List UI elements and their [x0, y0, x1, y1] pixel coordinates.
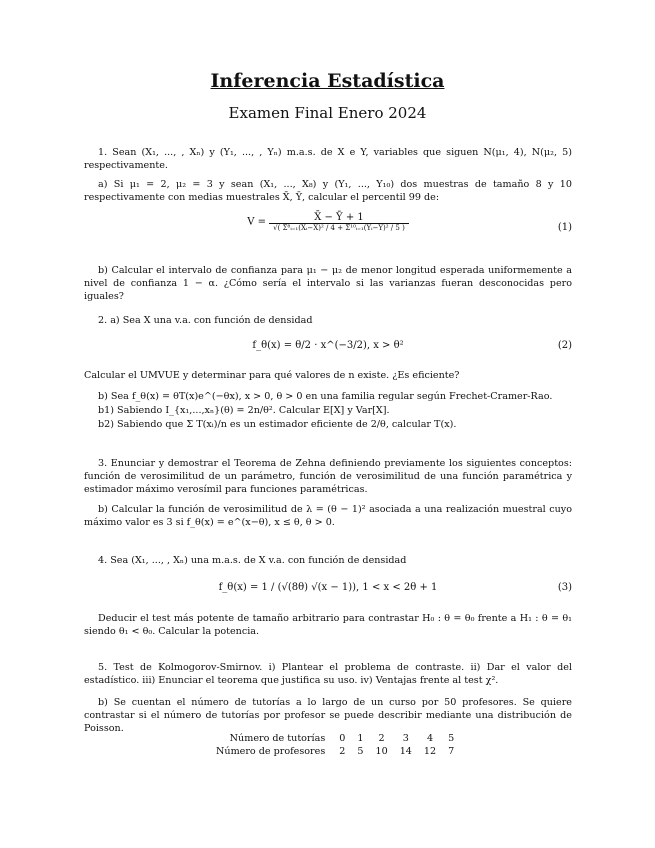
eq3-body: f_θ(x) = 1 / (√(8θ) √(x − 1)), 1 < x < 2θ + 1	[218, 582, 438, 593]
q1-intro: 1. Sean (X₁, ..., , Xₙ) y (Y₁, ..., , Yₙ) m.a.s. de X e Y, variables que siguen N(μ₁, 4), N(μ₂, 5) respectivamente.	[84, 147, 572, 171]
q1-a: a) Si μ₁ = 2, μ₂ = 3 y sean (X₁, ..., X₈) y (Y₁, ..., Y₁₀) dos muestras de tamaño 8 y 10 respectivamente con medias muestrales X̄, Ȳ, calcular el percentil 99 de:	[84, 179, 572, 203]
q2-b: b) Sea f_θ(x) = θT(x)e^(−θx), x > 0, θ > 0 en una familia regular según Frechet-Cramer-Rao.	[98, 391, 553, 402]
table-cell: 5	[448, 733, 455, 744]
tutorias-table	[210, 732, 460, 758]
table-row-label: Número de tutorías	[229, 733, 326, 744]
q5-a: 5. Test de Kolmogorov-Smirnov. i) Plantear el problema de contraste. ii) Dar el valor del estadístico. iii) Enunciar el teorema que justifica su uso. iv) Ventajas frente al test χ².	[84, 662, 572, 686]
table-cell: 5	[357, 746, 364, 757]
q1-b: b) Calcular el intervalo de confianza para μ₁ − μ₂ de menor longitud esperada uniformemente a nivel de confianza 1 − α. ¿Cómo sería el intervalo si las varianzas fueran desconocidas pero iguales?	[84, 265, 572, 302]
eq1-denominator: √( Σ⁸ᵢ₌₁(Xᵢ−X̄)² / 4 + Σ¹⁰ᵢ₌₁(Yᵢ−Ȳ)² / 5 )	[273, 224, 405, 232]
eq1-fraction	[269, 212, 409, 232]
table-row	[210, 732, 460, 745]
eq2-body: f_θ(x) = θ/2 · x^(−3/2), x > θ²	[252, 340, 404, 351]
q2-b2: b2) Sabiendo que Σ T(xᵢ)/n es un estimador eficiente de 2/θ, calcular T(x).	[98, 419, 457, 430]
table-cell: 12	[423, 746, 437, 757]
table-row	[210, 745, 460, 758]
q3-a: 3. Enunciar y demostrar el Teorema de Zehna definiendo previamente los siguientes conceptos: función de verosimilitud de un parámetro, función de verosimilitud de una función paramétrica y estimador máximo verosímil para funciones paramétricas.	[84, 458, 572, 495]
eq2-label: (2)	[557, 340, 572, 351]
eq3-label: (3)	[557, 582, 572, 593]
table-cell: 14	[399, 746, 412, 757]
eq1-lhs: V =	[247, 216, 266, 228]
page-subtitle: Examen Final Enero 2024	[228, 104, 427, 122]
table-cell: 1	[357, 733, 364, 744]
table-cell: 4	[426, 733, 434, 744]
page-title: Inferencia Estadística	[210, 70, 445, 92]
q2-b1: b1) Sabiendo I_{x₁,...,xₙ}(θ) = 2n/θ². Calcular E[X] y Var[X].	[98, 405, 390, 416]
table-cell: 2	[339, 746, 346, 757]
equation-3	[84, 582, 572, 602]
q2-after: Calcular el UMVUE y determinar para qué valores de n existe. ¿Es eficiente?	[84, 370, 460, 381]
table-cell: 0	[339, 733, 346, 744]
table-cell: 7	[448, 746, 455, 757]
eq1-label: (1)	[557, 222, 572, 233]
q4-after: Deducir el test más potente de tamaño arbitrario para contrastar H₀ : θ = θ₀ frente a H₁ : θ = θ₁ siendo θ₁ < θ₀. Calcular la potencia.	[84, 613, 572, 637]
eq1-numerator: X̄ − Ȳ + 1	[269, 212, 409, 224]
q5-b: b) Se cuentan el número de tutorías a lo largo de un curso por 50 profesores. Se quiere contrastar si el número de tutorías por profesor se puede describir mediante una distribución de Poisson.	[84, 697, 572, 734]
table-row-label: Número de profesores	[216, 746, 326, 757]
table-cell: 3	[402, 733, 409, 744]
q2-a: 2. a) Sea X una v.a. con función de densidad	[98, 315, 313, 326]
q3-b: b) Calcular la función de verosimilitud de λ = (θ − 1)² asociada a una realización muestral cuyo máximo valor es 3 si f_θ(x) = e^(x−θ), x ≤ θ, θ > 0.	[84, 504, 572, 528]
table-cell: 10	[375, 746, 388, 757]
equation-2	[84, 340, 572, 360]
equation-1	[84, 212, 572, 248]
q4-a: 4. Sea (X₁, ..., , Xₙ) una m.a.s. de X v.a. con función de densidad	[98, 555, 407, 566]
table-cell: 2	[378, 733, 385, 744]
